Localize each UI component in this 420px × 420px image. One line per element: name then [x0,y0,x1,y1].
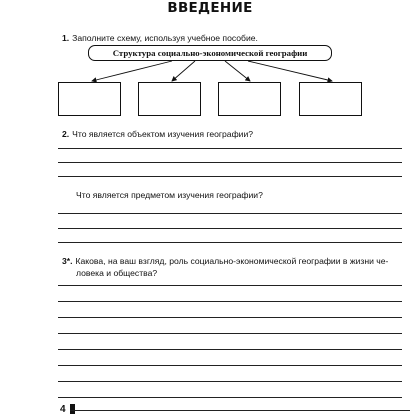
answer-line[interactable] [58,148,402,149]
answer-line[interactable] [58,176,402,177]
diagram-box-4[interactable] [299,82,362,116]
answer-line[interactable] [58,228,402,229]
answer-line[interactable] [58,381,402,382]
diagram-arrow-2 [172,61,195,81]
task-2-question-a: Что является объектом изучения географии? [72,129,254,139]
answer-line[interactable] [58,162,402,163]
page-number: 4 [60,404,66,415]
task-3-text-line-1: Какова, на ваш взгляд, роль социально-экономической географии в жизни че- [75,256,389,266]
task-2-prompt [62,129,253,140]
answer-line[interactable] [58,317,402,318]
answer-line[interactable] [58,397,402,398]
answer-line[interactable] [58,365,402,366]
diagram-arrow-1 [92,61,172,81]
page-number-marker [70,404,75,414]
answer-line[interactable] [58,242,402,243]
task-1-number: 1. [62,33,70,43]
answer-line[interactable] [58,301,402,302]
task-1-text: Заполните схему, используя учебное пособие. [72,33,258,43]
answer-line[interactable] [58,285,402,286]
task-3-prompt-line-1 [62,256,388,267]
task-3-number: 3*. [62,256,73,266]
diagram-box-2[interactable] [138,82,201,116]
diagram-box-1[interactable] [58,82,121,116]
diagram-arrow-4 [248,61,332,81]
diagram-box-3[interactable] [218,82,281,116]
answer-line[interactable] [58,333,402,334]
answer-line[interactable] [58,213,402,214]
answer-line[interactable] [58,349,402,350]
footer-rule [70,410,410,411]
task-2-number: 2. [62,129,70,139]
task-2-question-b: Что является предметом изучения географии? [76,190,263,200]
page-heading: ВВЕДЕНИЕ [167,0,253,16]
diagram-title-box: Структура социально-экономической географии [88,45,332,61]
task-3-text-line-2: ловека и общества? [76,268,158,278]
diagram-arrow-3 [225,61,250,81]
